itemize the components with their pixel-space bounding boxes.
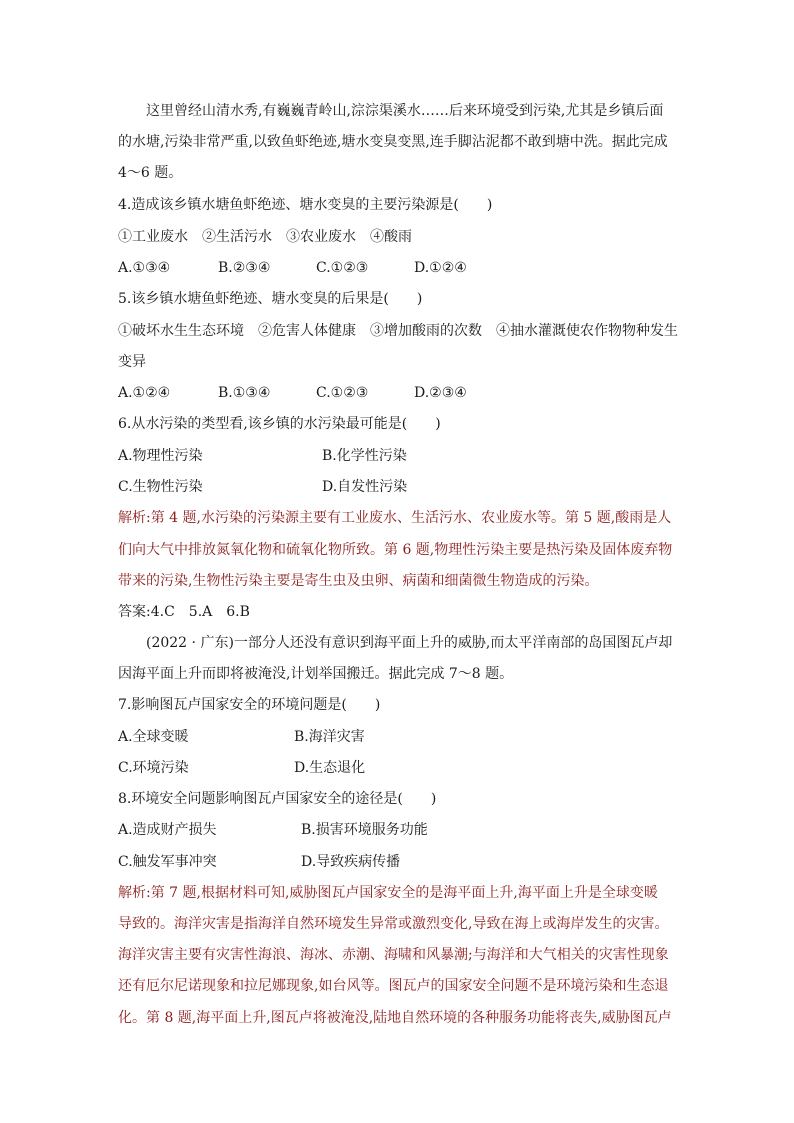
analysis-2-line-5: 化。第 8 题,海平面上升,图瓦卢将被淹没,陆地自然环境的各种服务功能将丧失,威胁图瓦卢 <box>118 1010 672 1026</box>
answer-1: 答案:4.C 5.A 6.B <box>118 604 250 620</box>
question-8-option-c: C.触发军事冲突 <box>118 854 217 870</box>
question-6-option-a: A.物理性污染 <box>118 448 203 464</box>
question-7-option-a: A.全球变暖 <box>118 729 189 745</box>
question-4-option-d: D.①②④ <box>414 260 467 276</box>
passage1-line-1: 这里曾经山清水秀,有巍巍青岭山,淙淙渠溪水……后来环境受到污染,尤其是乡镇后面 <box>146 103 664 119</box>
question-5-option-d: D.②③④ <box>414 385 467 401</box>
question-5-option-a: A.①②④ <box>118 385 171 401</box>
question-8-option-a: A.造成财产损失 <box>118 822 217 838</box>
question-4-stem: 4.造成该乡镇水塘鱼虾绝迹、塘水变臭的主要污染源是( ) <box>118 197 493 213</box>
question-7-option-c: C.环境污染 <box>118 760 189 776</box>
analysis-2-line-3: 海洋灾害主要有灾害性海浪、海冰、赤潮、海啸和风暴潮;与海洋和大气相关的灾害性现象 <box>118 947 669 963</box>
question-4-option-b: B.②③④ <box>218 260 271 276</box>
question-7-option-d: D.生态退化 <box>294 760 366 776</box>
question-8-option-d: D.导致疾病传播 <box>301 854 401 870</box>
question-8-stem: 8.环境安全问题影响图瓦卢国家安全的途径是( ) <box>118 791 437 807</box>
question-6-option-d: D.自发性污染 <box>322 479 408 495</box>
question-6-option-c: C.生物性污染 <box>118 479 203 495</box>
question-5-option-b: B.①③④ <box>218 385 271 401</box>
passage1-line-2: 的水塘,污染非常严重,以致鱼虾绝迹,塘水变臭变黑,连手脚沾泥都不敢到塘中洗。据此完成 <box>118 134 668 150</box>
analysis-1-line-2: 们向大气中排放氮氧化物和硫氧化物所致。第 6 题,物理性污染主要是热污染及固体废弃物 <box>118 542 673 558</box>
analysis-2-line-4: 还有厄尔尼诺现象和拉尼娜现象,如台风等。图瓦卢的国家安全问题不是环境污染和生态退 <box>118 978 669 994</box>
question-5-items-line-1: ①破坏水生生态环境 ②危害人体健康 ③增加酸雨的次数 ④抽水灌溉使农作物物种发生 <box>118 323 678 339</box>
analysis-2-line-2: 导致的。海洋灾害是指海洋自然环境发生异常或激烈变化,导致在海上或海岸发生的灾害。 <box>118 916 669 932</box>
analysis-2-line-1: 解析:第 7 题,根据材料可知,威胁图瓦卢国家安全的是海平面上升,海平面上升是全球变暖 <box>118 885 658 901</box>
question-4-option-a: A.①③④ <box>118 260 171 276</box>
question-6-option-b: B.化学性污染 <box>322 448 407 464</box>
question-6-stem: 6.从水污染的类型看,该乡镇的水污染最可能是( ) <box>118 416 441 432</box>
passage2-line-1: (2022 · 广东)一部分人还没有意识到海平面上升的威胁,而太平洋南部的岛国图瓦卢却 <box>146 635 673 651</box>
question-5-items-line-2: 变异 <box>118 354 146 370</box>
analysis-1-line-3: 带来的污染,生物性污染主要是寄生虫及虫卵、病菌和细菌微生物造成的污染。 <box>118 573 599 589</box>
question-7-option-b: B.海洋灾害 <box>294 729 365 745</box>
question-7-stem: 7.影响图瓦卢国家安全的环境问题是( ) <box>118 697 381 713</box>
question-8-option-b: B.损害环境服务功能 <box>301 822 428 838</box>
question-5-stem: 5.该乡镇水塘鱼虾绝迹、塘水变臭的后果是( ) <box>118 291 423 307</box>
passage1-line-3: 4～6 题。 <box>118 165 183 181</box>
analysis-1-line-1: 解析:第 4 题,水污染的污染源主要有工业废水、生活污水、农业废水等。第 5 题,酸雨是人 <box>118 510 672 526</box>
passage2-line-2: 因海平面上升而即将被淹没,计划举国搬迁。据此完成 7～8 题。 <box>118 666 514 682</box>
question-4-items: ①工业废水 ②生活污水 ③农业废水 ④酸雨 <box>118 229 412 245</box>
question-4-option-c: C.①②③ <box>316 260 369 276</box>
question-5-option-c: C.①②③ <box>316 385 369 401</box>
